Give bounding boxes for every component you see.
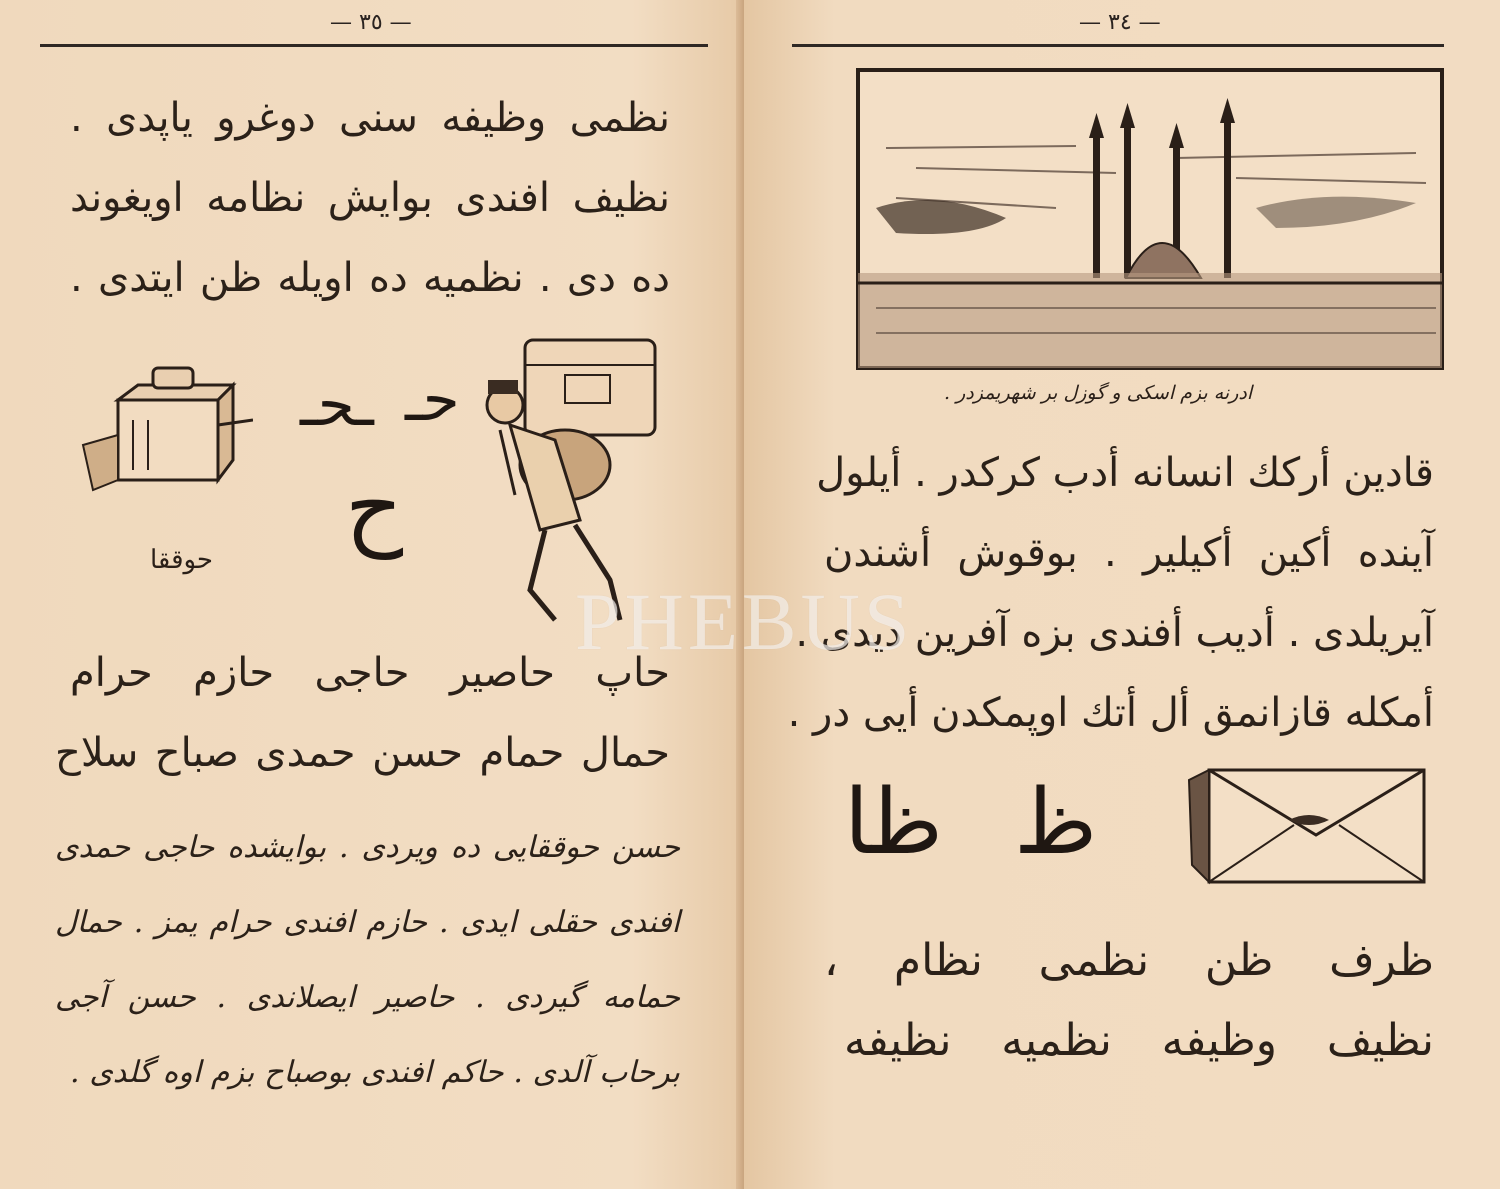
letter-form: ح [345, 455, 404, 560]
text-line: ده دی . نظمیه ده اویله ظن ایتدی . [70, 255, 670, 301]
handwritten-line: حسن حوققایی ده ویردی . بوایشده حاجی حمدی [55, 830, 680, 865]
mosque-illustration [856, 68, 1444, 370]
letter-form: حـ [405, 365, 460, 435]
header-rule [40, 44, 708, 47]
vocab-line: ظرف ظن نظمی نظام ، [824, 935, 1434, 986]
letter-form: ظ [1014, 770, 1098, 875]
vocab-line: حمال حمام حسن حمدی صباح سلاح [55, 730, 670, 776]
image-caption: ادرنه بزم اسکی و گوزل بر شهریمزدر . [944, 382, 1253, 404]
watermark: PHEBUS [575, 576, 914, 667]
page-number: — ٣٤ — [1079, 10, 1161, 35]
page-number: — ٣٥ — [330, 10, 412, 35]
text-line: آیریلدی . أدیب أفندی بزه آفرین دیدی . [795, 610, 1434, 656]
text-line: آینده أکین أکیلیر . بوقوش أشندن [824, 530, 1434, 576]
text-line: نظیف افندی بوایش نظامه اویغوند [70, 175, 670, 221]
vocab-line: نظیف وظیفه نظمیه نظیفه [844, 1015, 1434, 1066]
handwritten-line: افندی حقلی ایدی . حازم افندی حرام یمز . حمال [55, 905, 680, 940]
inkwell-illustration [78, 360, 253, 500]
image-caption: حوققا [150, 545, 214, 575]
text-line: أمکله قازانمق أل أتك اوپمکدن أیی در . [787, 690, 1434, 736]
text-line: قادین أرکك انسانه أدب کرکدر . أیلول [816, 450, 1434, 496]
vocab-line: حاپ حاصیر حاجی حازم حرام [70, 650, 670, 696]
handwritten-line: برحاب آلدی . حاکم افندی بوصباح بزم اوه گلدی . [70, 1055, 680, 1090]
letter-form: ـحـ [300, 370, 374, 440]
letter-form: ظا [844, 770, 944, 875]
handwritten-line: حمامه گیردی . حاصیر ایصلاندی . حسن آجی [55, 980, 680, 1015]
header-rule [792, 44, 1444, 47]
text-line: نظمی وظیفه سنی دوغرو یاپدی . [70, 95, 670, 141]
envelope-illustration [1184, 765, 1429, 890]
